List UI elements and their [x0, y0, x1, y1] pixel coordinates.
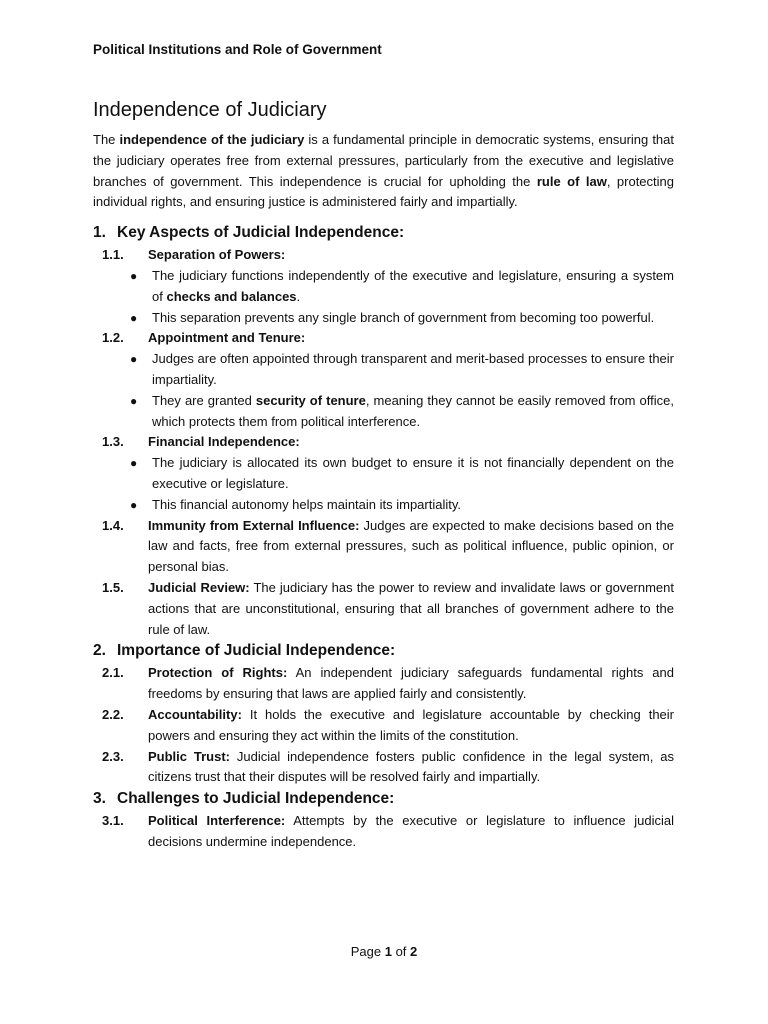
bullet-icon: ●	[130, 310, 138, 325]
intro-text: The	[93, 132, 120, 147]
intro-paragraph	[93, 130, 674, 213]
subsection-number: 2.2.	[102, 706, 124, 722]
subsection-2-3	[93, 747, 674, 789]
subsection-1-5	[93, 578, 674, 640]
list-item	[93, 495, 674, 516]
bold-term: security of tenure	[255, 392, 366, 408]
list-item	[93, 266, 674, 308]
subsection-number: 1.3.	[102, 434, 124, 450]
page-footer	[0, 944, 768, 959]
section-heading-2	[93, 640, 674, 662]
subsection-heading: Protection of Rights:	[148, 665, 288, 681]
subsection-heading: Public Trust:	[148, 748, 231, 764]
section-number: 2.	[93, 642, 106, 660]
bullet-icon: ●	[130, 456, 138, 471]
subsection-2-1	[93, 663, 674, 705]
current-page-number: 1	[384, 944, 392, 959]
list-item	[93, 308, 674, 329]
document-body	[93, 130, 674, 853]
section-heading-3	[93, 788, 674, 810]
subsection-number: 1.2.	[102, 330, 124, 346]
list-text: Judges are often appointed through transparent and merit-based processes to ensure their impartiality.	[152, 351, 674, 387]
subsection-1-4	[93, 516, 674, 578]
section-number: 1.	[93, 224, 106, 242]
intro-bold-term: independence of the judiciary	[119, 132, 305, 147]
subsection-heading: Judicial Review:	[148, 579, 250, 595]
subsection-number: 1.4.	[102, 517, 124, 533]
bullet-icon: ●	[130, 352, 138, 367]
subsection-number: 3.1.	[102, 813, 124, 829]
section-title: Key Aspects of Judicial Independence:	[117, 224, 405, 242]
subsection-text: The judiciary has the power to review and invalidate laws or government actions that are unconstitutional, ensuring that all branches of government adhere to the rule of law.	[148, 579, 674, 637]
subsection-number: 2.3.	[102, 748, 124, 764]
subsection-text: An independent judiciary safeguards fundamental rights and freedoms by ensuring that laws are applied fairly and consistently.	[148, 665, 674, 702]
list-item	[93, 349, 674, 391]
list-text: This separation prevents any single branch of government from becoming too powerful.	[152, 309, 655, 325]
bullet-icon: ●	[130, 268, 138, 283]
list-text: , meaning they cannot be easily removed from office, which protects them from political interference.	[152, 392, 674, 429]
subsection-text: Attempts by the executive or legislature to influence judicial decisions undermine independence.	[148, 813, 674, 849]
subsection-3-1	[93, 811, 674, 853]
bullet-icon: ●	[130, 393, 138, 408]
subsection-1-1	[93, 245, 674, 266]
section-title: Importance of Judicial Independence:	[117, 642, 396, 660]
intro-bold-term: rule of law	[536, 173, 607, 189]
bullet-list	[93, 349, 674, 432]
list-item	[93, 453, 674, 495]
subsection-heading: Political Interference:	[148, 813, 286, 829]
list-text: The judiciary is allocated its own budget to ensure it is not financially dependent on the executive or legislature.	[152, 455, 674, 491]
subsection-heading: Financial Independence:	[148, 434, 300, 450]
bullet-list	[93, 266, 674, 328]
subsection-1-3	[93, 432, 674, 453]
bullet-icon: ●	[130, 497, 138, 512]
section-heading-1	[93, 222, 674, 244]
section-number: 3.	[93, 790, 106, 808]
subsection-number: 1.5.	[102, 579, 124, 595]
intro-text: , protecting individual rights, and ensuring justice is administered fairly and impartially.	[93, 173, 674, 210]
list-text: This financial autonomy helps maintain its impartiality.	[152, 496, 462, 512]
subsection-heading: Accountability:	[148, 706, 242, 722]
footer-text: Page	[350, 944, 385, 959]
running-header: Political Institutions and Role of Government	[93, 42, 382, 57]
subsection-text: It holds the executive and legislature accountable by checking their powers and ensuring they act within the limits of the constitution.	[148, 706, 674, 743]
subsection-2-2	[93, 705, 674, 747]
subsection-heading: Appointment and Tenure:	[148, 330, 306, 346]
list-text: They are granted	[152, 392, 256, 408]
subsection-heading: Separation of Powers:	[148, 247, 286, 263]
bold-term: checks and balances	[166, 288, 297, 304]
subsection-heading: Immunity from External Influence:	[148, 517, 360, 533]
subsection-number: 2.1.	[102, 665, 124, 681]
total-page-number: 2	[410, 944, 418, 959]
list-text: The judiciary functions independently of the executive and legislature, ensuring a system of	[152, 267, 674, 304]
intro-text: is a fundamental principle in democratic systems, ensuring that the judiciary operates free from external pressures, particularly from the executive and legislative branches of government. This independence is crucial for upholding the	[93, 132, 674, 189]
subsection-number: 1.1.	[102, 247, 124, 263]
bullet-list	[93, 453, 674, 515]
list-item	[93, 391, 674, 433]
document-title: Independence of Judiciary	[93, 99, 327, 121]
section-title: Challenges to Judicial Independence:	[117, 790, 395, 808]
subsection-1-2	[93, 328, 674, 349]
subsection-text: Judicial independence fosters public confidence in the legal system, as citizens trust that their disputes will be resolved fairly and impartially.	[148, 748, 674, 785]
footer-text: of	[391, 944, 411, 959]
list-text: .	[296, 288, 301, 304]
subsection-text: Judges are expected to make decisions based on the law and facts, free from external pressures, such as political influence, public opinion, or personal bias.	[148, 517, 674, 575]
